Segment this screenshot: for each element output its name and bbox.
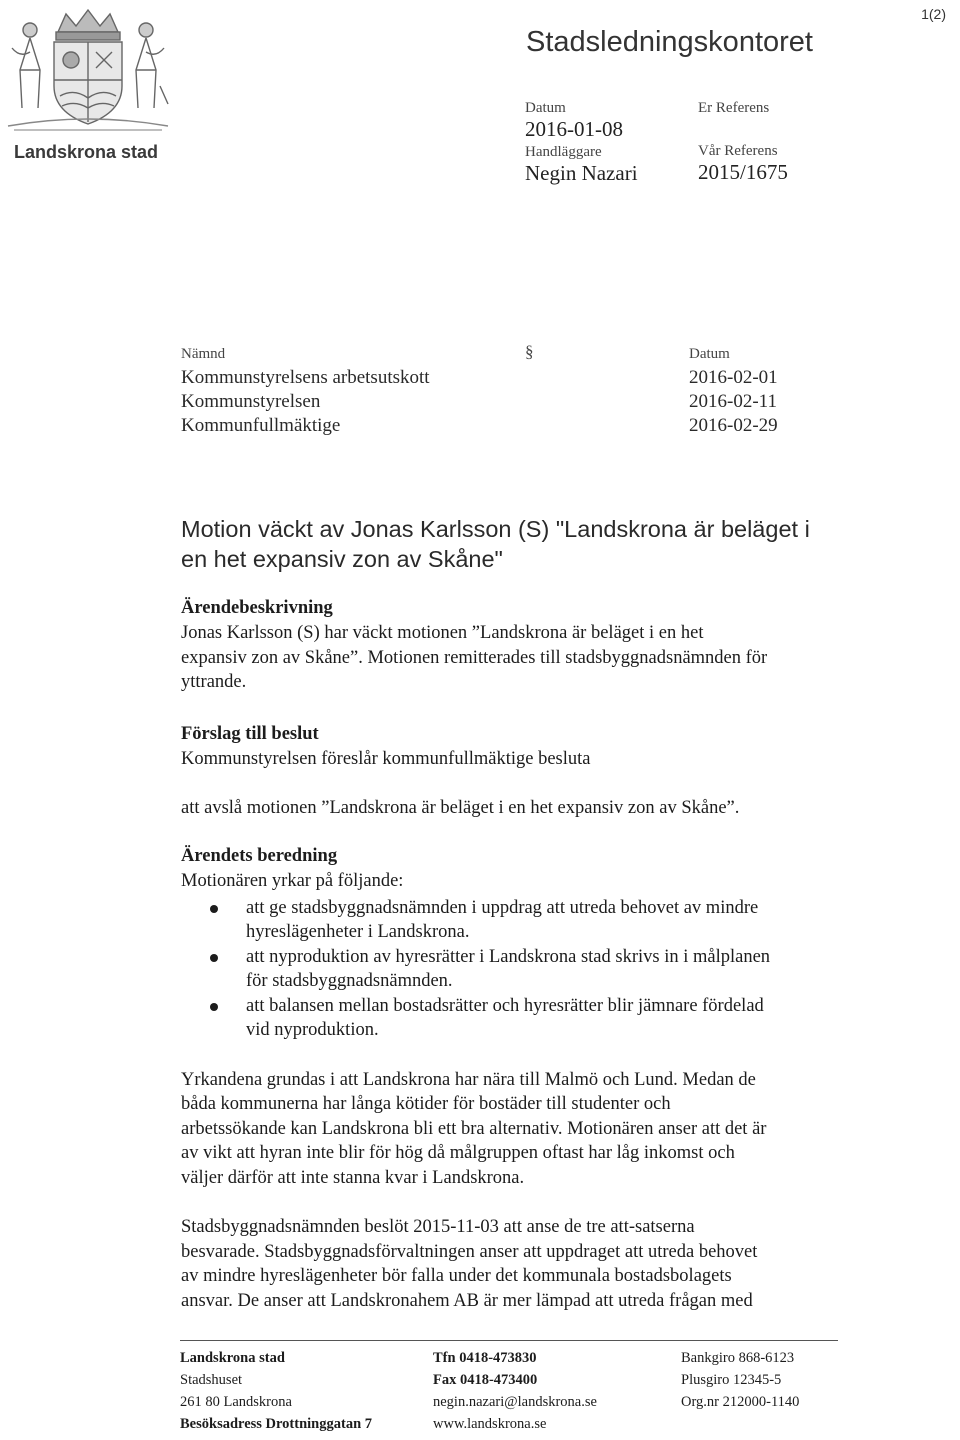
er-referens-value (698, 117, 788, 141)
body-line: ansvar. De anser att Landskronahem AB är mer lämpad att utreda frågan med (181, 1290, 753, 1311)
er-referens-label: Er Referens (698, 100, 770, 116)
beredning-heading: Ärendets beredning (181, 846, 338, 866)
forslag-att: att avslå motionen ”Landskrona är beläget i en het expansiv zon av Skåne”. (181, 797, 740, 818)
office-title: Stadsledningskontoret (526, 26, 813, 58)
footer-visiting-address: Besöksadress Drottninggatan 7 (180, 1416, 373, 1432)
beredning-bullets (181, 896, 901, 1043)
footer-bankgiro: Bankgiro 868-6123 (681, 1350, 795, 1366)
footer-postal: 261 80 Landskrona (180, 1394, 292, 1410)
forslag-heading: Förslag till beslut (181, 724, 319, 744)
footer-address (180, 1347, 372, 1435)
list-item (181, 945, 901, 994)
body-line: besvarade. Stadsbyggnadsförvaltningen anser att uppdraget att utreda behovet (181, 1241, 758, 1262)
body-line: Yrkandena grundas i att Landskrona har nära till Malmö och Lund. Medan de (181, 1069, 756, 1090)
board-row-name: Kommunstyrelsen (181, 391, 321, 412)
logo-text: Landskrona stad (14, 142, 159, 162)
title-line-2: en het expansiv zon av Skåne" (181, 546, 503, 572)
footer-email[interactable]: negin.nazari@landskrona.se (433, 1394, 597, 1410)
board-datum-label: Datum (689, 346, 730, 362)
bullet-line: att ge stadsbyggnadsnämnden i uppdrag att utreda behovet av mindre (246, 897, 759, 918)
footer-divider (180, 1340, 838, 1341)
list-item (181, 896, 901, 945)
footer-orgnr: Org.nr 212000-1140 (681, 1394, 800, 1410)
bullet-line: att balansen mellan bostadsrätter och hyresrätter blir jämnare fördelad (246, 995, 764, 1016)
list-item (181, 994, 901, 1043)
page-number: 1(2) (921, 6, 946, 22)
namnd-label: Nämnd (181, 346, 226, 362)
beredning-paragraph-2 (181, 1215, 901, 1313)
body-line: expansiv zon av Skåne”. Motionen remitterades till stadsbyggnadsnämnden för (181, 647, 768, 668)
arendebeskrivning-heading: Ärendebeskrivning (181, 598, 333, 618)
board-names (181, 366, 430, 438)
body-line: Jonas Karlsson (S) har väckt motionen ”Landskrona är beläget i en het (181, 623, 704, 643)
handlaggare-value: Negin Nazari (525, 161, 638, 185)
footer-website[interactable]: www.landskrona.se (433, 1416, 547, 1432)
handlaggare-label: Handläggare (525, 144, 602, 160)
section-arendebeskrivning (181, 598, 881, 695)
beredning-intro: Motionären yrkar på följande: (181, 871, 404, 891)
board-dates (689, 366, 778, 438)
header-meta-left (525, 100, 638, 186)
datum-value: 2016-01-08 (525, 117, 623, 141)
bullet-icon (210, 1003, 218, 1011)
board-row-name: Kommunfullmäktige (181, 415, 341, 436)
bullet-line: vid nyproduktion. (246, 1020, 379, 1040)
section-forslag (181, 724, 881, 820)
body-line: arbetssökande kan Landskrona bli ett bra alternativ. Motionären anser att det är (181, 1118, 767, 1139)
footer-org-name: Landskrona stad (180, 1350, 285, 1366)
footer-contact (433, 1347, 597, 1435)
bullet-line: att nyproduktion av hyresrätter i Landskrona stad skrivs in i målplanen (246, 946, 771, 967)
bullet-line: för stadsbyggnadsnämnden. (246, 971, 453, 991)
body-line: yttrande. (181, 672, 247, 692)
bullet-icon (210, 954, 218, 962)
body-line: båda kommunerna har långa kötider för bostäder till studenter och (181, 1094, 671, 1114)
board-row-name: Kommunstyrelsens arbetsutskott (181, 367, 430, 388)
paragraph-symbol: § (525, 342, 534, 361)
section-beredning (181, 846, 901, 1313)
beredning-paragraph-1 (181, 1068, 901, 1191)
coat-of-arms-icon (0, 8, 175, 138)
footer-phone: Tfn 0418-473830 (433, 1350, 537, 1366)
forslag-line: Kommunstyrelsen föreslår kommunfullmäktige besluta (181, 749, 591, 769)
body-line: av vikt att hyran inte blir för hög då målgruppen oftast har låg inkomst och (181, 1143, 735, 1163)
var-referens-label: Vår Referens (698, 143, 778, 159)
bullet-line: hyreslägenheter i Landskrona. (246, 922, 470, 942)
document-title (181, 514, 810, 574)
body-line: Stadsbyggnadsnämnden beslöt 2015-11-03 att anse de tre att-satserna (181, 1217, 695, 1237)
board-row-date: 2016-02-11 (689, 391, 777, 412)
board-row-date: 2016-02-01 (689, 367, 778, 388)
body-line: väljer därför att inte stanna kvar i Landskrona. (181, 1167, 525, 1188)
board-row-date: 2016-02-29 (689, 415, 778, 436)
coat-of-arms-logo (0, 8, 175, 162)
bullet-icon (210, 905, 218, 913)
footer-building: Stadshuset (180, 1372, 243, 1388)
header-meta-right (698, 100, 788, 185)
footer-plusgiro: Plusgiro 12345-5 (681, 1372, 782, 1388)
arendebeskrivning-body (181, 621, 881, 695)
footer-fax: Fax 0418-473400 (433, 1372, 538, 1388)
body-line: av mindre hyreslägenheter bör falla under det kommunala bostadsbolagets (181, 1266, 732, 1286)
footer-bank (681, 1347, 799, 1413)
title-line-1: Motion väckt av Jonas Karlsson (S) "Landskrona är beläget i (181, 516, 810, 542)
var-referens-value: 2015/1675 (698, 160, 788, 184)
datum-label: Datum (525, 100, 566, 116)
